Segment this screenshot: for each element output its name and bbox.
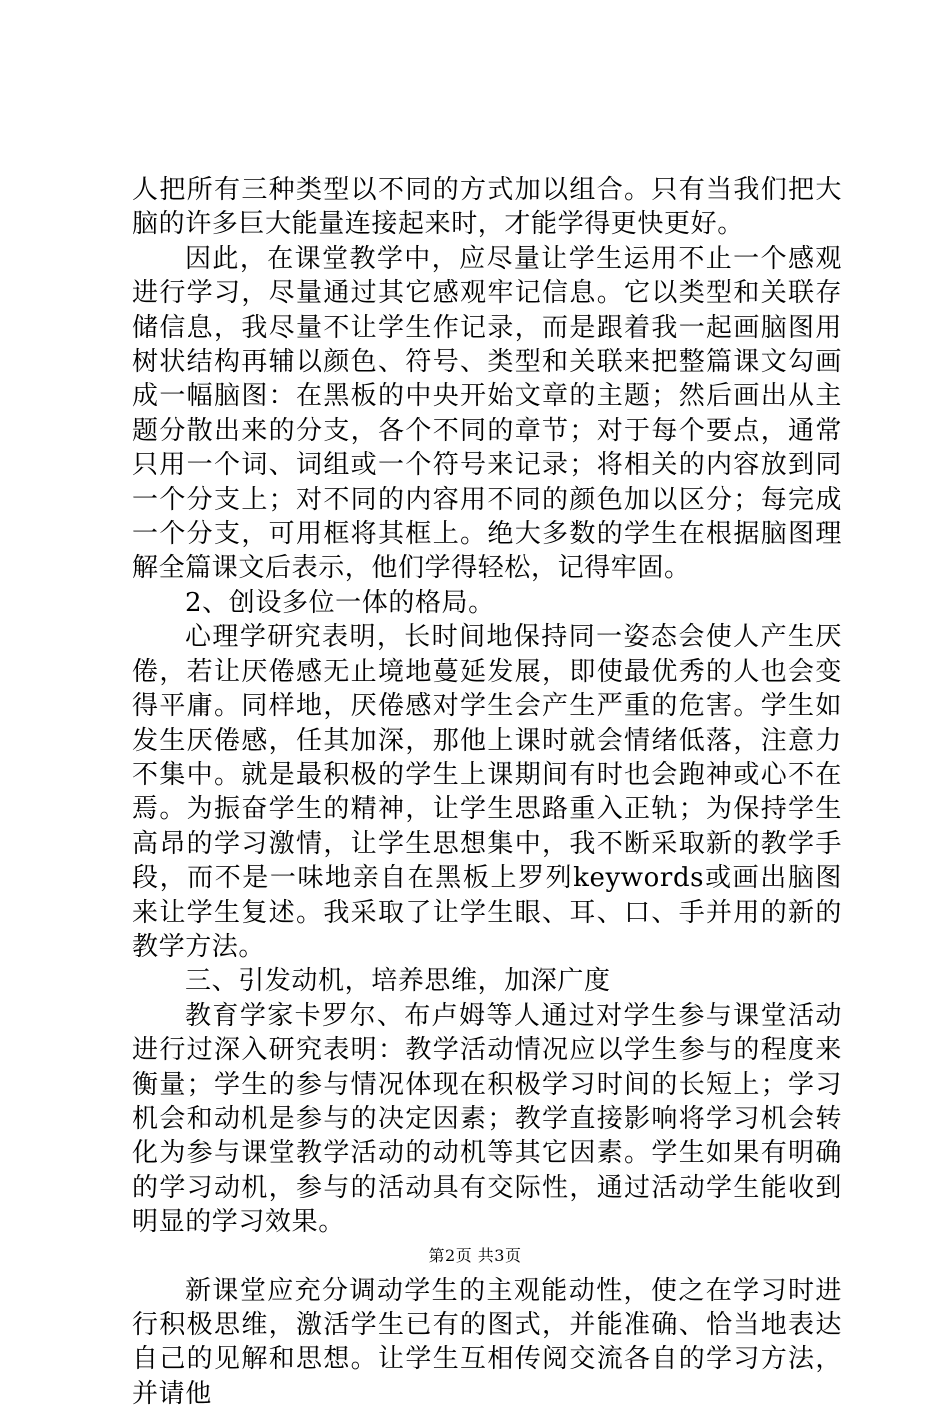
paragraph-boredom-research: 心理学研究表明，长时间地保持同一姿态会使人产生厌倦，若让厌倦感无止境地蔓延发展，即使最优秀的人也会变得平庸。同样地，厌倦感对学生会产生严重的危害。学生如发生厌倦感，任其加深，那他上课时就会情绪低落，注意力不集中。就是最积极的学生上课期间有时也会跑神或心不在焉。为振奋学生的精神，让学生思路重入正轨；为保持学生高昂的学习激情，让学生思想集中，我不断采取新的教学手段，而不是一味地亲自在黑板上罗列keywords或画出脑图来让学生复述。我采取了让学生眼、耳、口、手并用的新的教学方法。 bbox=[132, 622, 842, 962]
paragraph-mind-map-teaching: 因此，在课堂教学中，应尽量让学生运用不止一个感观进行学习，尽量通过其它感观牢记信息。它以类型和关联存储信息，我尽量不让学生作记录，而是跟着我一起画脑图用树状结构再辅以颜色、符号、类型和关联来把整篇课文勾画成一幅脑图：在黑板的中央开始文章的主题；然后画出从主题分散出来的分支，各个不同的章节；对于每个要点，通常只用一个词、词组或一个符号来记录；将相关的内容放到同一个分支上；对不同的内容用不同的颜色加以区分；每完成一个分支，可用框将其框上。绝大多数的学生在根据脑图理解全篇课文后表示，他们学得轻松，记得牢固。 bbox=[132, 243, 842, 584]
paragraph-participation-research: 教育学家卡罗尔、布卢姆等人通过对学生参与课堂活动进行过深入研究表明：教学活动情况应以学生参与的程度来衡量；学生的参与情况体现在积极学习时间的长短上；学习机会和动机是参与的决定因素；教学直接影响将学习机会转化为参与课堂教学活动的动机等其它因素。学生如果有明确的学习动机，参与的活动具有交际性，通过活动学生能收到明显的学习效果。 bbox=[132, 1000, 842, 1238]
section-heading-integrated-layout: 2、创设多位一体的格局。 bbox=[185, 587, 495, 618]
paragraph-continuation: 人把所有三种类型以不同的方式加以组合。只有当我们把大脑的许多巨大能量连接起来时，才能学得更快更好。 bbox=[132, 175, 842, 240]
paragraph-new-classroom: 新课堂应充分调动学生的主观能动性，使之在学习时进行积极思维，激活学生已有的图式，并能准确、恰当地表达自己的见解和思想。让学生互相传阅交流各自的学习方法，并请他 bbox=[132, 1275, 842, 1409]
document-body bbox=[132, 173, 842, 1411]
page-number-footer: 第2页 共3页 bbox=[428, 1246, 522, 1265]
section-heading-motivation: 三、引发动机，培养思维，加深广度 bbox=[185, 966, 611, 997]
